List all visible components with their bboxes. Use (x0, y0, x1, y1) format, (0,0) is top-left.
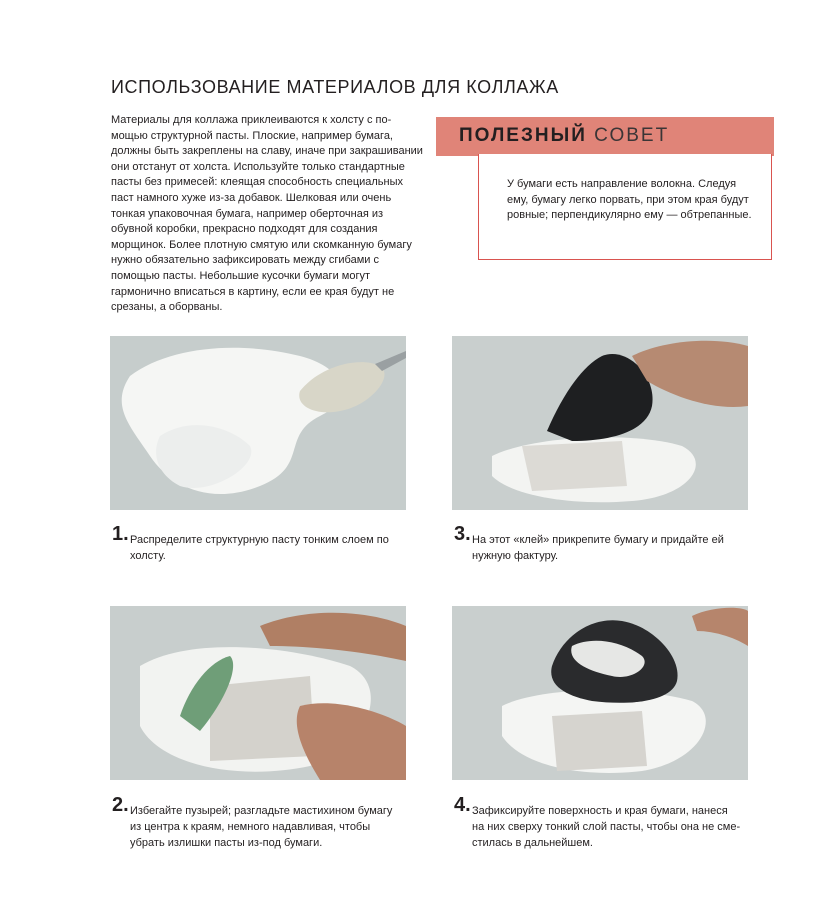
photo-step-2 (110, 606, 406, 780)
step-text: Распределите структурную пасту тонким слоем по холсту. (130, 534, 389, 562)
step-text: Зафиксируйте поверхность и края бумаги, нанеся на них сверху тонкий слой пасты, чтобы она не сместилась в дальнейшем. (472, 805, 741, 849)
step-number: 2. (112, 794, 129, 816)
page-title: ИСПОЛЬЗОВАНИЕ МАТЕРИАЛОВ ДЛЯ КОЛЛАЖА (111, 77, 559, 97)
tip-text: У бумаги есть направление волокна. Следуя ему, бумагу легко порвать, при этом края будут ровные; перпендикулярно ему — обтрепанные. (507, 178, 752, 222)
tip-title-light: СОВЕТ (594, 125, 670, 146)
step-number: 3. (454, 523, 471, 545)
step-number: 4. (454, 794, 471, 816)
photo-step-3 (452, 336, 748, 510)
intro-paragraph: Материалы для коллажа приклеиваются к холсту с помощью структурной пасты. Плоские, например бумага, должны быть закреплены на славу, иначе при закрашивании они отстанут от холста. Используйте только стандартные пасты без примесей: клеящая способность специальных паст намного хуже из-за добавок. Шелковая или очень тонкая упаковочная бумага, например оберточная из обувной коробки, прекрасно подходят для создания морщинок. Более плотную смятую или скомканную бумагу нужно обязательно зафиксировать между сгибами с помощью пасты. Небольшие кусочки бумаги могут гармонично вписаться в картину, если ее края будут не срезаны, а оборваны. (111, 114, 423, 314)
step-text: На этот «клей» прикрепите бумагу и придайте ей нужную фактуру. (472, 534, 724, 562)
tip-title (459, 125, 669, 147)
step-text: Избегайте пузырей; разгладьте мастихином бумагу из центра к краям, немного надавливая, чтобы убрать излишки пасты из-под бумаги. (130, 805, 393, 849)
photo-step-1 (110, 336, 406, 510)
tip-title-bold: ПОЛЕЗНЫЙ (459, 125, 587, 146)
step-number: 1. (112, 523, 129, 545)
photo-step-4 (452, 606, 748, 780)
